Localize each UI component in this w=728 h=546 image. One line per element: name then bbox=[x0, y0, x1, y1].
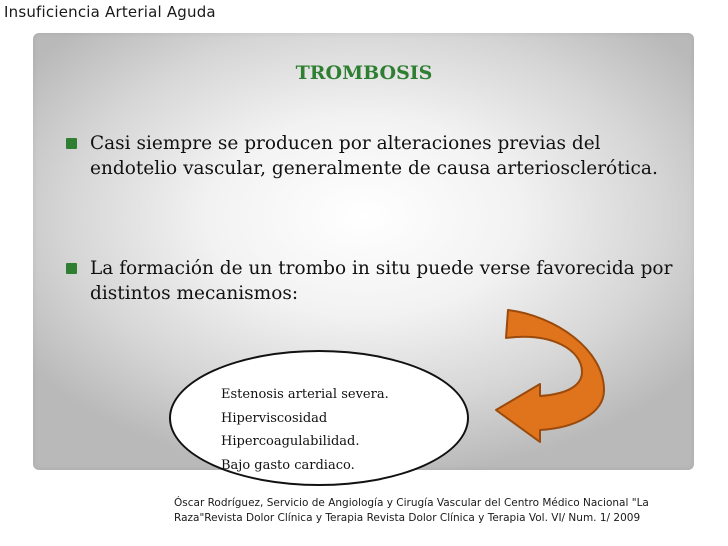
bullet-text: La formación de un trombo in situ puede verse favorecida por distintos mecanismos: bbox=[90, 258, 673, 304]
citation-text: Óscar Rodríguez, Servicio de Angiología y Cirugía Vascular del Centro Médico Nacional "La Raza"Revista Dolor Clínica y Terapia Revista Dolor Clínica y Terapia Vol. VI/ Num. 1/ 2009 bbox=[174, 497, 649, 524]
bullet-text: Casi siempre se producen por alteraciones previas del endotelio vascular, generalmente de causa arteriosclerótica. bbox=[90, 133, 658, 179]
list-item: Estenosis arterial severa. bbox=[221, 387, 389, 402]
list-item: Bajo gasto cardiaco. bbox=[221, 457, 355, 473]
slide-heading: TROMBOSIS bbox=[295, 62, 433, 84]
list-item: Hipercoagulabilidad. bbox=[221, 434, 360, 449]
square-bullet-icon bbox=[66, 263, 77, 274]
curved-arrow-icon bbox=[496, 302, 616, 442]
document-title: Insuficiencia Arterial Aguda bbox=[4, 3, 216, 21]
mechanisms-list bbox=[221, 383, 389, 477]
bullet-item bbox=[66, 256, 686, 306]
square-bullet-icon bbox=[66, 138, 77, 149]
list-item: Hiperviscosidad bbox=[221, 410, 328, 426]
bullet-item bbox=[66, 131, 686, 181]
